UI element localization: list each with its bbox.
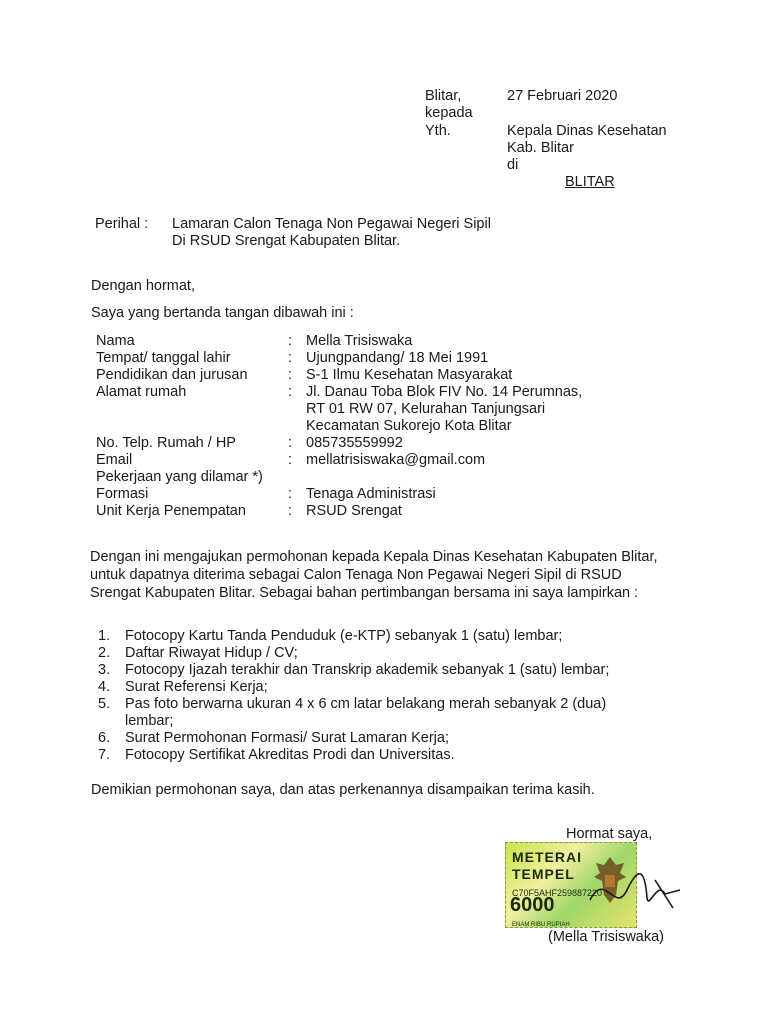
list-number: 2. bbox=[98, 645, 111, 661]
stamp-value-text: ENAM RIBU RUPIAH bbox=[512, 922, 570, 928]
subject-label: Perihal : bbox=[95, 216, 149, 232]
intro-text: Saya yang bertanda tangan dibawah ini : bbox=[91, 305, 354, 321]
field-label: No. Telp. Rumah / HP bbox=[96, 435, 236, 451]
field-value: RSUD Srengat bbox=[306, 503, 402, 519]
field-colon: : bbox=[288, 384, 293, 400]
list-number: 3. bbox=[98, 662, 111, 678]
list-text: Fotocopy Ijazah terakhir dan Transkrip akademik sebanyak 1 (satu) lembar; bbox=[125, 662, 610, 678]
list-number: 7. bbox=[98, 747, 111, 763]
list-number: 5. bbox=[98, 696, 111, 712]
date-text: 27 Februari 2020 bbox=[507, 88, 618, 104]
list-text: Surat Referensi Kerja; bbox=[125, 679, 268, 695]
stamp-value: 6000 bbox=[510, 894, 555, 916]
signer-name: (Mella Trisiswaka) bbox=[548, 929, 665, 945]
recipient-line-2: Kab. Blitar bbox=[507, 140, 574, 156]
field-label: Alamat rumah bbox=[96, 384, 187, 400]
field-colon: : bbox=[288, 333, 293, 349]
field-value: RT 01 RW 07, Kelurahan Tanjungsari bbox=[306, 401, 546, 417]
list-number: 1. bbox=[98, 628, 111, 644]
subject-line-1: Lamaran Calon Tenaga Non Pegawai Negeri Sipil bbox=[172, 216, 491, 232]
list-text: lembar; bbox=[125, 713, 174, 729]
field-value: S-1 Ilmu Kesehatan Masyarakat bbox=[306, 367, 513, 383]
recipient-line-1: Kepala Dinas Kesehatan bbox=[507, 123, 667, 139]
list-text: Fotocopy Sertifikat Akreditas Prodi dan Universitas. bbox=[125, 747, 455, 763]
greeting: Dengan hormat, bbox=[91, 278, 195, 294]
field-value: mellatrisiswaka@gmail.com bbox=[306, 452, 486, 468]
field-colon: : bbox=[288, 452, 293, 468]
closing-text: Demikian permohonan saya, dan atas perkenannya disampaikan terima kasih. bbox=[91, 782, 595, 798]
field-colon: : bbox=[288, 435, 293, 451]
stamp-serial: C70F5AHF259887220 bbox=[512, 888, 603, 898]
list-text: Daftar Riwayat Hidup / CV; bbox=[125, 645, 298, 661]
field-value: Ujungpandang/ 18 Mei 1991 bbox=[306, 350, 489, 366]
field-label: Formasi bbox=[96, 486, 149, 502]
field-label: Email bbox=[96, 452, 133, 468]
field-value: Jl. Danau Toba Blok FIV No. 14 Perumnas, bbox=[306, 384, 583, 400]
body-paragraph: Dengan ini mengajukan permohonan kepada Kepala Dinas Kesehatan Kabupaten Blitar, untuk dapatnya diterima sebagai Calon Tenaga Non Pegawai Negeri Sipil di RSUD Srengat Kabupaten Blitar. Sebagai bahan pertimbangan bersama ini saya lampirkan : bbox=[90, 549, 658, 601]
field-label: Pendidikan dan jurusan bbox=[96, 367, 248, 383]
field-label: Tempat/ tanggal lahir bbox=[96, 350, 231, 366]
place-text: Blitar, bbox=[425, 88, 462, 104]
field-value: Kecamatan Sukorejo Kota Blitar bbox=[306, 418, 512, 434]
field-colon: : bbox=[288, 350, 293, 366]
stamp-title: METERAI TEMPEL bbox=[512, 849, 582, 882]
regards-text: Hormat saya, bbox=[566, 826, 653, 842]
field-label: Pekerjaan yang dilamar *) bbox=[96, 469, 263, 485]
field-value: 085735559992 bbox=[306, 435, 403, 451]
list-number: 6. bbox=[98, 730, 111, 746]
field-value: Tenaga Administrasi bbox=[306, 486, 436, 502]
list-number: 4. bbox=[98, 679, 111, 695]
kepada-text: kepada bbox=[425, 105, 473, 121]
field-colon: : bbox=[288, 503, 293, 519]
subject-line-2: Di RSUD Srengat Kabupaten Blitar. bbox=[172, 233, 401, 249]
signature-icon bbox=[585, 860, 695, 920]
field-label: Unit Kerja Penempatan bbox=[96, 503, 246, 519]
field-value: Mella Trisiswaka bbox=[306, 333, 413, 349]
field-colon: : bbox=[288, 367, 293, 383]
list-text: Pas foto berwarna ukuran 4 x 6 cm latar belakang merah sebanyak 2 (dua) bbox=[125, 696, 607, 712]
field-label: Nama bbox=[96, 333, 135, 349]
list-text: Fotocopy Kartu Tanda Penduduk (e-KTP) sebanyak 1 (satu) lembar; bbox=[125, 628, 563, 644]
recipient-line-3: di bbox=[507, 157, 519, 173]
yth-text: Yth. bbox=[425, 123, 451, 139]
recipient-city: BLITAR bbox=[565, 174, 615, 190]
list-text: Surat Permohonan Formasi/ Surat Lamaran Kerja; bbox=[125, 730, 449, 746]
field-colon: : bbox=[288, 486, 293, 502]
